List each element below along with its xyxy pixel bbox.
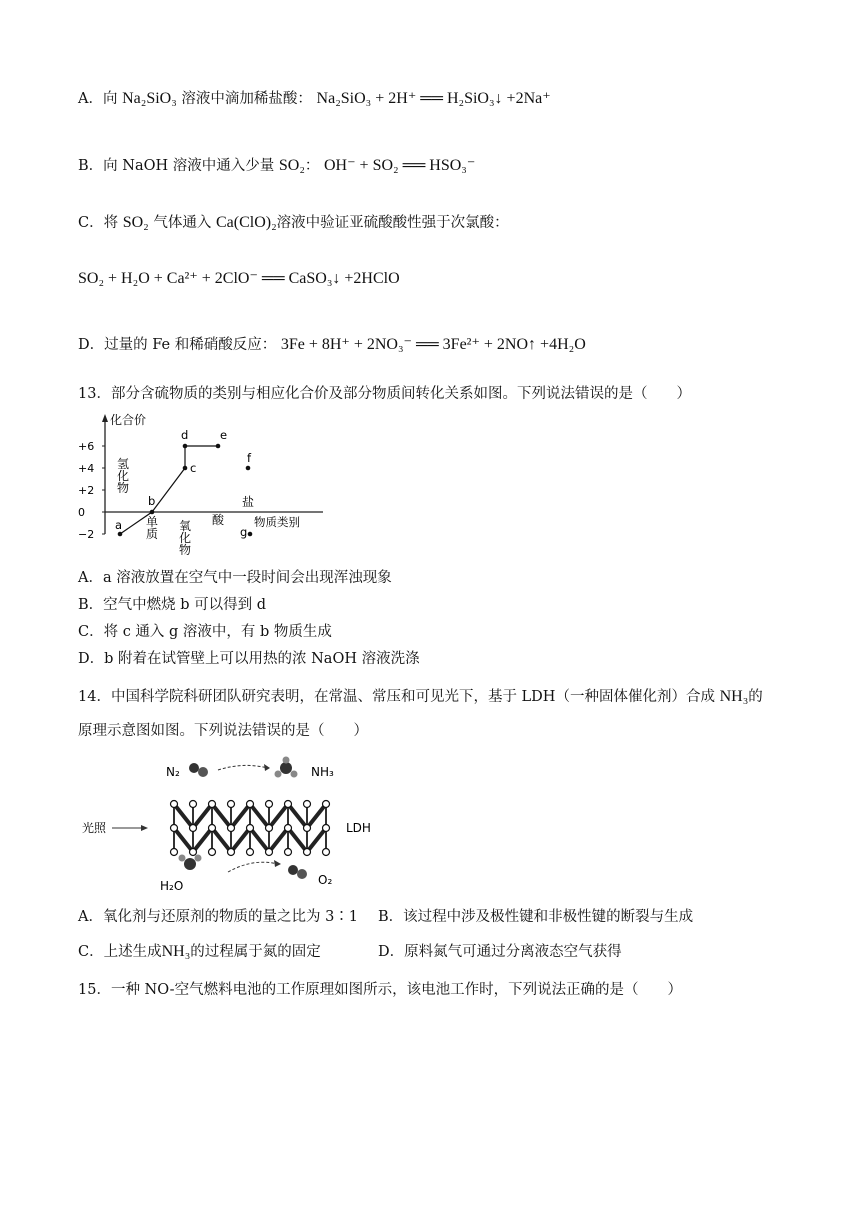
category-label: 酸 [212,513,225,527]
q14-stem-line1: 14．中国科学院科研团队研究表明，在常温、常压和可见光下，基于 LDH（一种固体催化剂）合成 NH₃的 [78,688,763,705]
ldh-label: LDH [346,821,371,835]
q14-stem-line2: 原理示意图如图。下列说法错误的是（ ） [78,723,368,739]
q14-options-row1 [78,906,694,928]
category-label: 物 [117,481,130,495]
q12-option-b: B．向 NaOH 溶液中通入少量 SO₂： OH⁻ + SO₂ ══ HSO₃⁻ [78,157,476,174]
point-label-a: a [115,518,123,532]
q12-option-c: C．将 SO₂ 气体通入 Ca(ClO)₂溶液中验证亚硫酸酸性强于次氯酸： [78,214,509,231]
sulfur-valence-chart [78,410,348,560]
q12-option-c-chem2: Ca(ClO)₂ [215,214,277,231]
q14-stem-chem: NH₃ [719,688,749,705]
q13-option-a: A．a 溶液放置在空气中一段时间会出现浑浊现象 [78,570,392,586]
category-label: 质 [146,527,159,541]
q13-option-b: B．空气中燃烧 b 可以得到 d [78,597,267,613]
q12-option-d: D．过量的 Fe 和稀硝酸反应： 3Fe + 8H⁺ + 2NO₃⁻ ══ 3Fe²⁺ + 2NO↑ +4H₂O [78,336,586,353]
ldh-catalyst-lattice [171,801,330,856]
category-label: 化 [179,531,192,545]
o2-molecule-icon [288,865,307,879]
point-e [216,444,221,449]
y-tick-label: +4 [78,462,95,475]
h2o-to-o2-arrow [228,862,278,872]
y-tick-label: +6 [78,440,95,453]
q12-option-c-equation: SO₂ + H₂O + Ca²⁺ + 2ClO⁻ ══ CaSO₃↓ +2HClO [78,270,400,287]
q12-option-a: A．向 Na₂SiO₃ 溶液中滴加稀盐酸： Na₂SiO₃ + 2H⁺ ══ H₂SiO₃↓ +2Na⁺ [78,90,551,107]
q13-stem: 13．部分含硫物质的类别与相应化合价及部分物质间转化关系如图。下列说法错误的是（ ） [78,386,691,402]
category-label: 物 [179,543,192,557]
y-tick-label: −2 [78,528,95,541]
nh3-molecule-icon [275,757,298,778]
category-label: 氧 [179,519,192,533]
h2o-label: H₂O [160,879,184,893]
q14-option-b: B．该过程中涉及极性键和非极性键的断裂与生成 [378,909,694,925]
n2-label: N₂ [166,765,180,779]
q14-option-d: D．原料氮气可通过分离液态空气获得 [378,944,622,960]
category-label: 盐 [242,495,255,509]
q12-option-b-chem: SO₂ [278,157,305,174]
point-a [118,532,123,537]
q12-option-c-chem: SO₂ [122,214,149,231]
point-g [248,532,253,537]
light-label: 光照 [82,821,107,835]
category-label: 单 [146,515,159,529]
n2-to-nh3-arrow [218,765,268,770]
q15-stem: 15．一种 NO-空气燃料电池的工作原理如图所示，该电池工作时，下列说法正确的是（ ） [78,982,683,998]
o2-label: O₂ [318,873,333,887]
q14-option-c: C．上述生成NH₃的过程属于氮的固定 [78,943,321,960]
nh3-label: NH₃ [311,765,334,779]
point-label-d: d [181,428,189,442]
q13-option-d: D．b 附着在试管壁上可以用热的浓 NaOH 溶液洗涤 [78,651,420,667]
ldh-nh3-synthesis-diagram [78,752,390,900]
q13-option-c: C．将 c 通入 g 溶液中，有 b 物质生成 [78,624,332,640]
point-label-g: g [240,525,248,539]
transformation-path [120,446,218,534]
q12-option-a-equation: Na₂SiO₃ + 2H⁺ ══ H₂SiO₃↓ +2Na⁺ [316,90,551,107]
point-c [183,466,188,471]
n2-molecule-icon [189,763,208,777]
y-tick-label: +2 [78,484,95,497]
point-label-c: c [190,461,197,475]
y-axis-title: 化合价 [110,413,147,427]
point-label-b: b [148,494,156,508]
point-label-f: f [247,451,252,465]
point-f [246,466,251,471]
point-b [150,510,155,515]
q14-options-row2 [78,941,622,963]
y-axis-arrow [102,414,108,422]
category-label: 化 [117,469,130,483]
q14-option-a: A．氧化剂与还原剂的物质的量之比为 3∶1 [78,909,359,925]
x-axis-title: 物质类别 [254,515,300,529]
q12-option-b-equation: OH⁻ + SO₂ ══ HSO₃⁻ [324,157,476,174]
q12-option-a-chem: Na₂SiO₃ [122,90,177,107]
category-label: 氢 [117,457,130,471]
h2o-molecule-icon [179,855,202,871]
q12-option-d-equation: 3Fe + 8H⁺ + 2NO₃⁻ ══ 3Fe²⁺ + 2NO↑ +4H₂O [280,336,586,353]
point-d [183,444,188,449]
y-tick-label: 0 [78,506,85,519]
point-label-e: e [220,428,228,442]
